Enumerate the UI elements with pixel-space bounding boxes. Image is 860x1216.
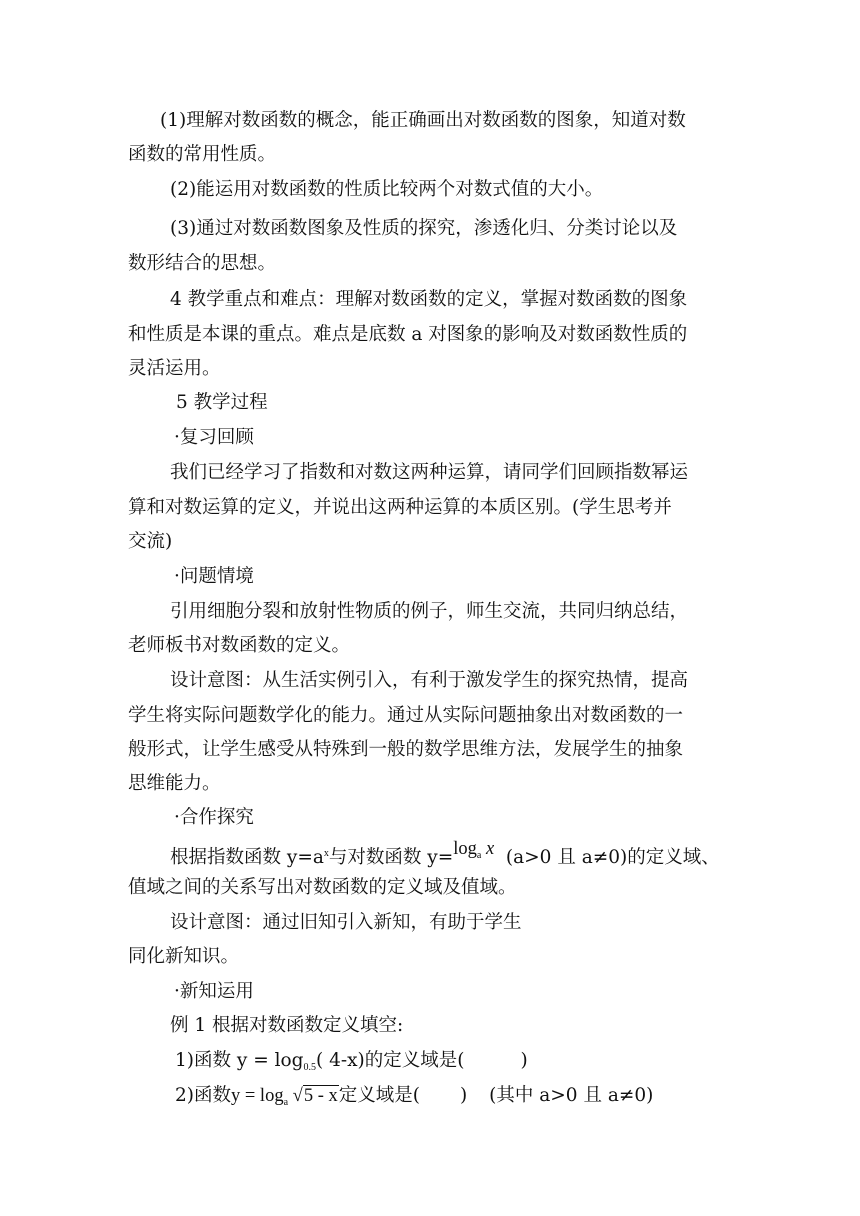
q2-radicand: 5 - x: [303, 1086, 338, 1106]
review-heading: ·复习回顾: [174, 427, 254, 448]
situation-design-line-3: 般形式，让学生感受从特殊到一般的数学思维方法，发展学生的抽象: [128, 739, 684, 760]
q2-text-c: ): [459, 1085, 468, 1106]
cooperation-text-b: 与对数函数 y=: [328, 847, 454, 868]
radical-sign: √: [292, 1086, 303, 1106]
log-base: a: [476, 850, 482, 861]
situation-design-line-2: 学生将实际问题数学化的能力。通过从实际问题抽象出对数函数的一: [128, 705, 684, 726]
situation-heading: ·问题情境: [174, 566, 254, 587]
objective-3-line-2: 数形结合的思想。: [128, 253, 277, 274]
review-line-1: 我们已经学习了指数和对数这两种运算，请同学们回顾指数幂运: [170, 462, 689, 483]
q2-text-d: (其中 a>0 且 a≠0): [489, 1085, 654, 1106]
review-line-3: 交流): [128, 531, 173, 552]
cooperation-design-line-1: 设计意图：通过旧知引入新知，有助于学生: [170, 912, 522, 933]
situation-line-2: 老师板书对数函数的定义。: [128, 635, 351, 656]
q2-log-base: a: [283, 1097, 289, 1108]
q2-text-a: 2)函数: [175, 1085, 231, 1106]
cooperation-text-a: 根据指数函数 y=a: [170, 847, 324, 868]
keypoints-line-1: 4 教学重点和难点：理解对数函数的定义，掌握对数函数的图象: [170, 289, 688, 310]
situation-design-line-4: 思维能力。: [128, 773, 221, 794]
objective-1-line-1: (1)理解对数函数的概念，能正确画出对数函数的图象，知道对数: [160, 110, 686, 131]
exponent-x: x: [323, 848, 329, 859]
q2-formula: [231, 1086, 339, 1106]
objective-2: (2)能运用对数函数的性质比较两个对数式值的大小。: [170, 179, 604, 200]
q1-log-base: 0.5: [303, 1062, 316, 1073]
q1-text-c: ): [520, 1050, 528, 1071]
situation-line-1: 引用细胞分裂和放射性物质的例子，师生交流，共同归纳总结，: [170, 601, 689, 622]
q1-text-a: 1)函数 y = log: [175, 1050, 304, 1071]
q2-y-log: y = log: [231, 1086, 284, 1106]
example-1: 例 1 根据对数函数定义填空:: [170, 1015, 404, 1036]
q1-text-b: ( 4-x)的定义域是(: [315, 1050, 465, 1071]
cooperation-line-2: 值域之间的关系写出对数函数的定义域及值域。: [128, 877, 517, 898]
cooperation-text-c: (a>0 且 a≠0)的定义域、: [505, 847, 720, 868]
log-label: log: [453, 839, 477, 859]
cooperation-heading: ·合作探究: [174, 807, 254, 828]
process-heading: 5 教学过程: [176, 392, 268, 413]
q2-text-b: 定义域是(: [338, 1085, 420, 1106]
review-line-2: 算和对数运算的定义，并说出这两种运算的本质区别。(学生思考并: [128, 497, 672, 518]
application-heading: ·新知运用: [174, 981, 254, 1002]
log-formula: [453, 839, 494, 859]
objective-1-line-2: 函数的常用性质。: [128, 144, 277, 165]
keypoints-line-2: 和性质是本课的重点。难点是底数 a 对图象的影响及对数函数性质的: [128, 324, 688, 345]
question-2: [175, 1079, 860, 1120]
cooperation-design-line-2: 同化新知识。: [128, 946, 240, 967]
keypoints-line-3: 灵活运用。: [128, 358, 221, 379]
situation-design-line-1: 设计意图：从生活实例引入，有利于激发学生的探究热情，提高: [170, 670, 689, 691]
log-variable: x: [485, 839, 495, 859]
objective-3-line-1: (3)通过对数函数图象及性质的探究，渗透化归、分类讨论以及: [170, 218, 678, 239]
